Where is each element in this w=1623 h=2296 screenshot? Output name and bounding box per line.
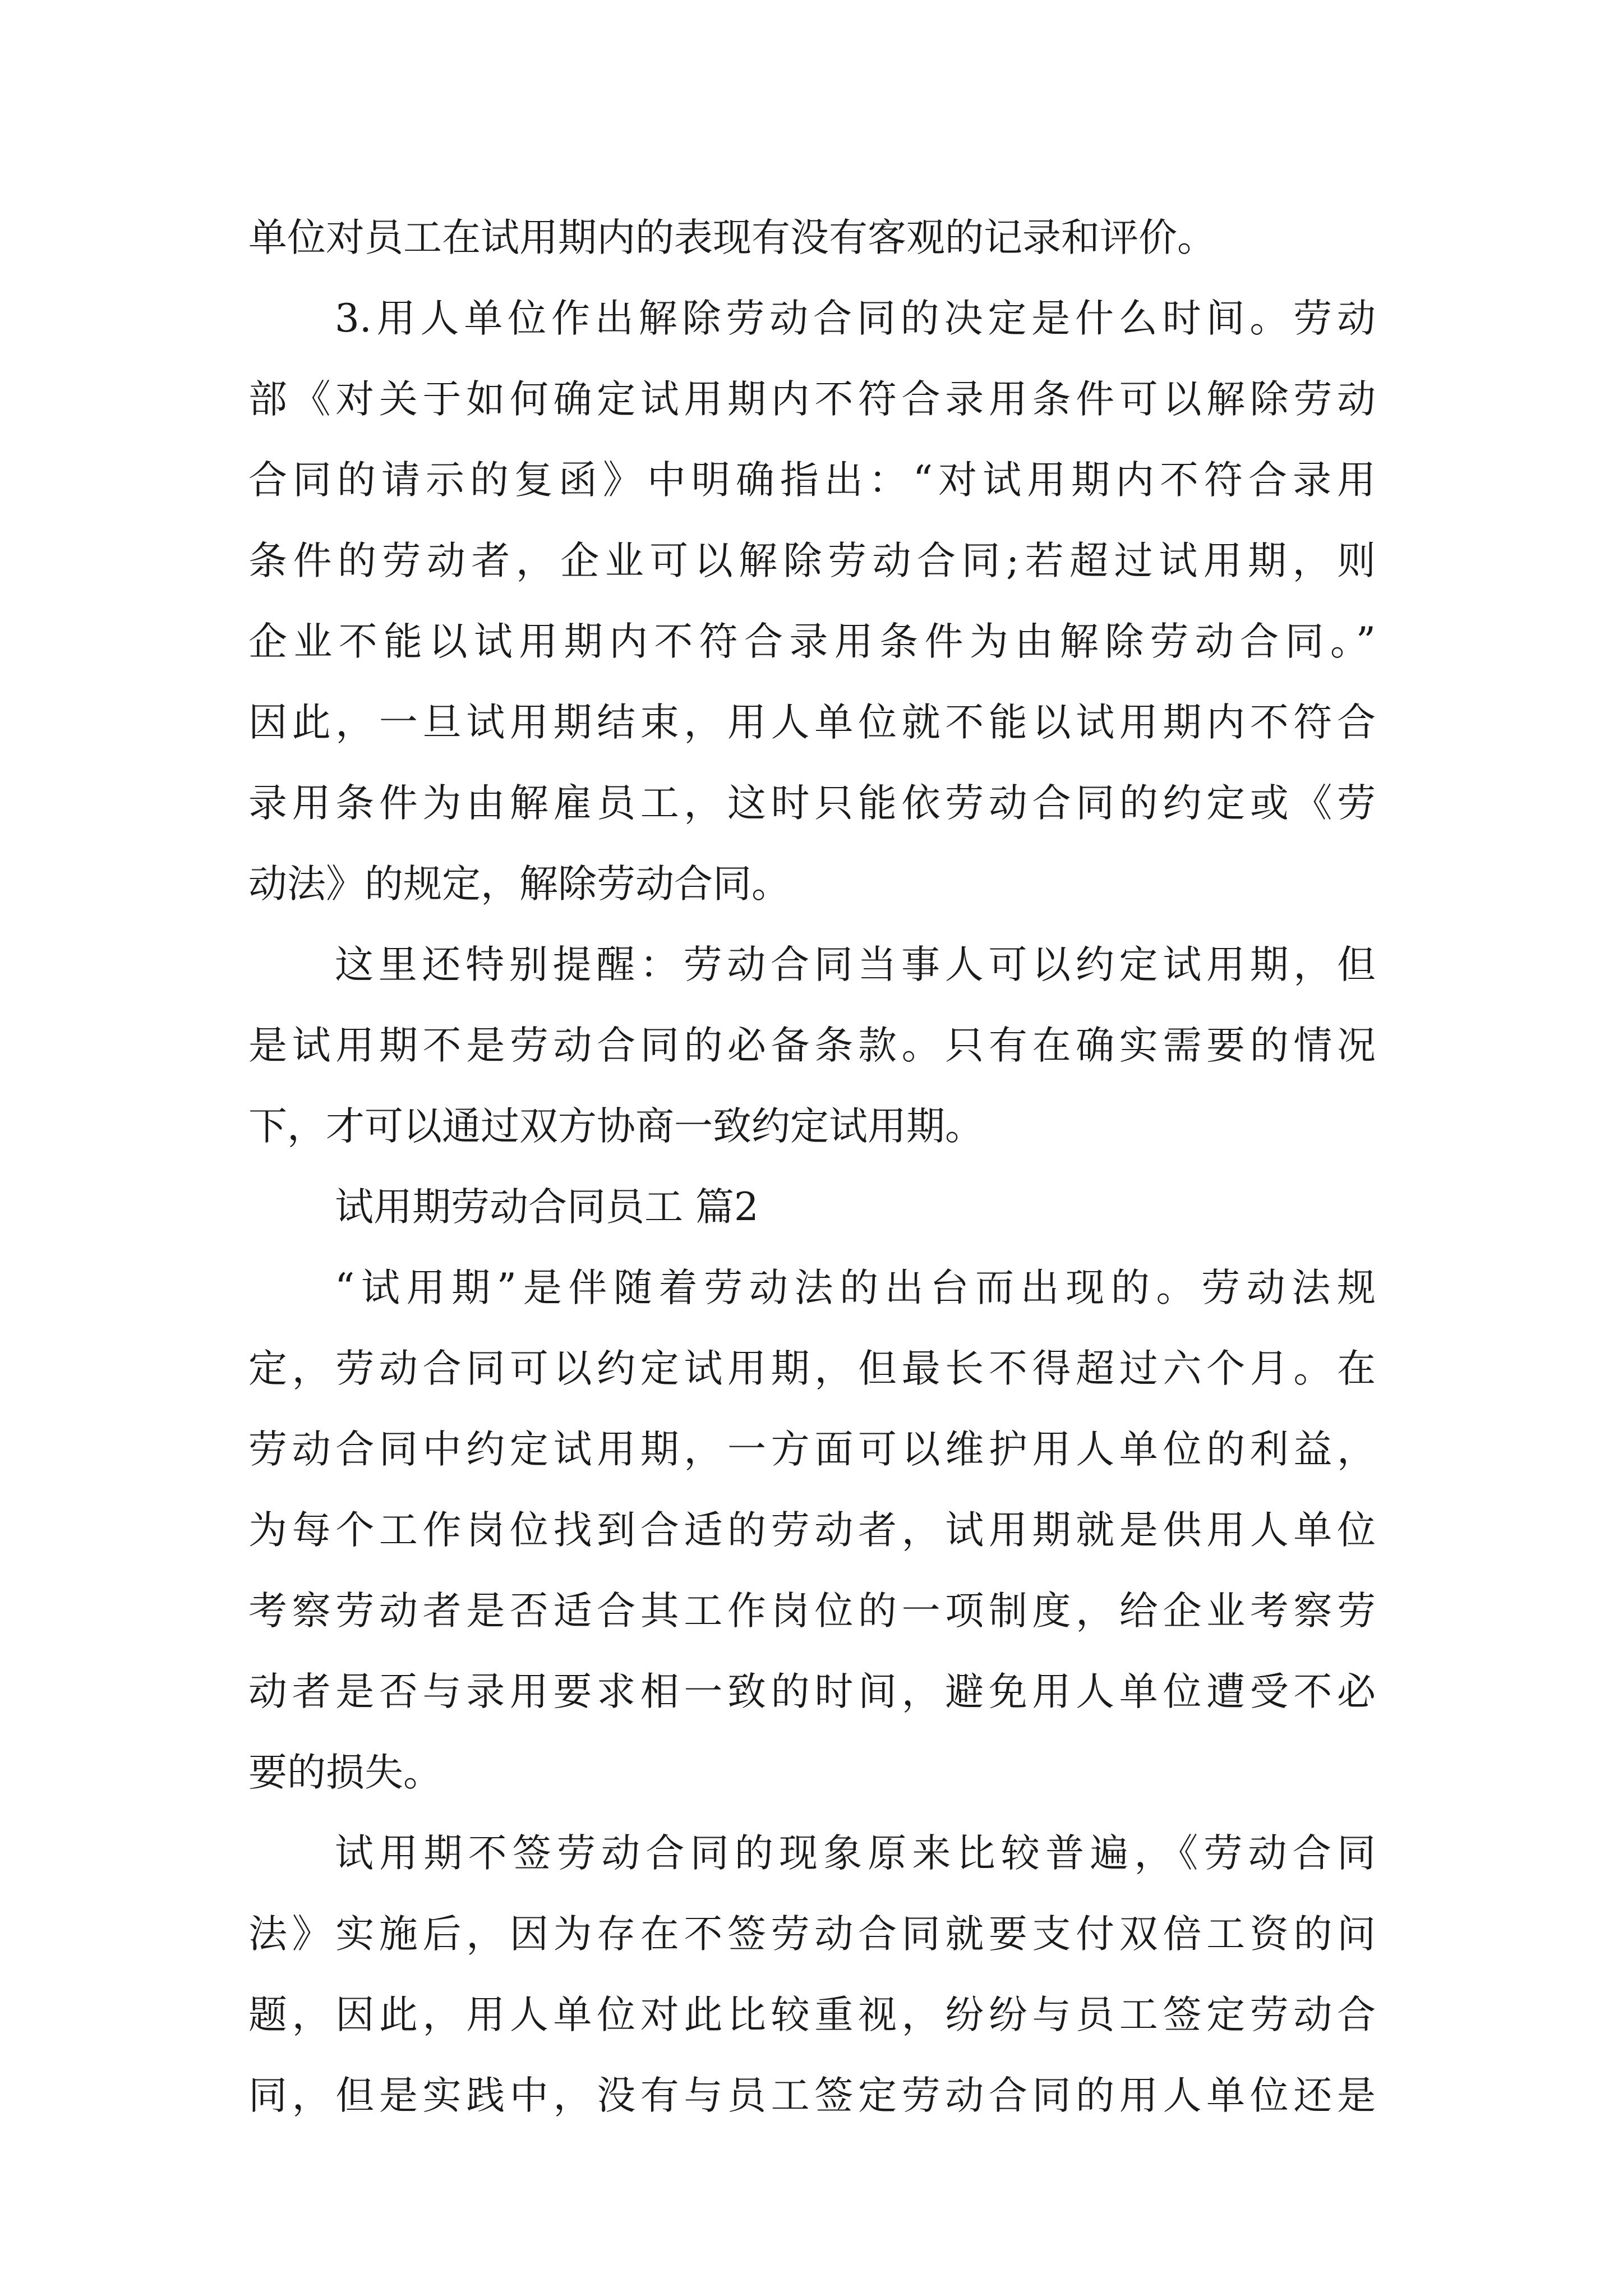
- text-line: “试用期”是伴随着劳动法的出台而出现的。劳动法规: [335, 1266, 1376, 1310]
- text-line: 要的损失。: [248, 1750, 442, 1795]
- text-line: 动法》的规定，解除劳动合同。: [248, 862, 790, 907]
- text-line: 定，劳动合同可以约定试用期，但最长不得超过六个月。在: [248, 1346, 1376, 1391]
- text-line: 单位对员工在试用期内的表现有没有客观的记录和评价。: [248, 215, 1216, 260]
- text-line: 是试用期不是劳动合同的必备条款。只有在确实需要的情况: [248, 1023, 1376, 1068]
- text-line: 为每个工作岗位找到合适的劳动者，试用期就是供用人单位: [248, 1508, 1376, 1553]
- section-heading: 试用期劳动合同员工 篇2: [335, 1185, 759, 1230]
- text-line: 录用条件为由解雇员工，这时只能依劳动合同的约定或《劳: [248, 781, 1376, 826]
- text-line: 3.用人单位作出解除劳动合同的决定是什么时间。劳动: [335, 296, 1376, 341]
- body-text: [248, 197, 1376, 2136]
- text-line: 劳动合同中约定试用期，一方面可以维护用人单位的利益，: [248, 1427, 1376, 1472]
- text-line: 部《对关于如何确定试用期内不符合录用条件可以解除劳动: [248, 377, 1376, 422]
- text-line: 下，才可以通过双方协商一致约定试用期。: [248, 1104, 984, 1149]
- text-line: 条件的劳动者，企业可以解除劳动合同;若超过试用期，则: [248, 539, 1376, 583]
- text-line: 法》实施后，因为存在不签劳动合同就要支付双倍工资的问: [248, 1912, 1376, 1957]
- text-line: 同，但是实践中，没有与员工签定劳动合同的用人单位还是: [248, 2073, 1376, 2118]
- text-line: 试用期不签劳动合同的现象原来比较普遍，《劳动合同: [335, 1831, 1376, 1876]
- text-line: 企业不能以试用期内不符合录用条件为由解除劳动合同。”: [248, 619, 1376, 664]
- text-line: 这里还特别提醒：劳动合同当事人可以约定试用期，但: [335, 942, 1376, 987]
- text-line: 考察劳动者是否适合其工作岗位的一项制度，给企业考察劳: [248, 1589, 1376, 1634]
- text-line: 动者是否与录用要求相一致的时间，避免用人单位遭受不必: [248, 1669, 1376, 1714]
- text-line: 题，因此，用人单位对此比较重视，纷纷与员工签定劳动合: [248, 1993, 1376, 2037]
- text-line: 因此，一旦试用期结束，用人单位就不能以试用期内不符合: [248, 700, 1376, 745]
- text-line: 合同的请示的复函》中明确指出：“对试用期内不符合录用: [248, 458, 1376, 503]
